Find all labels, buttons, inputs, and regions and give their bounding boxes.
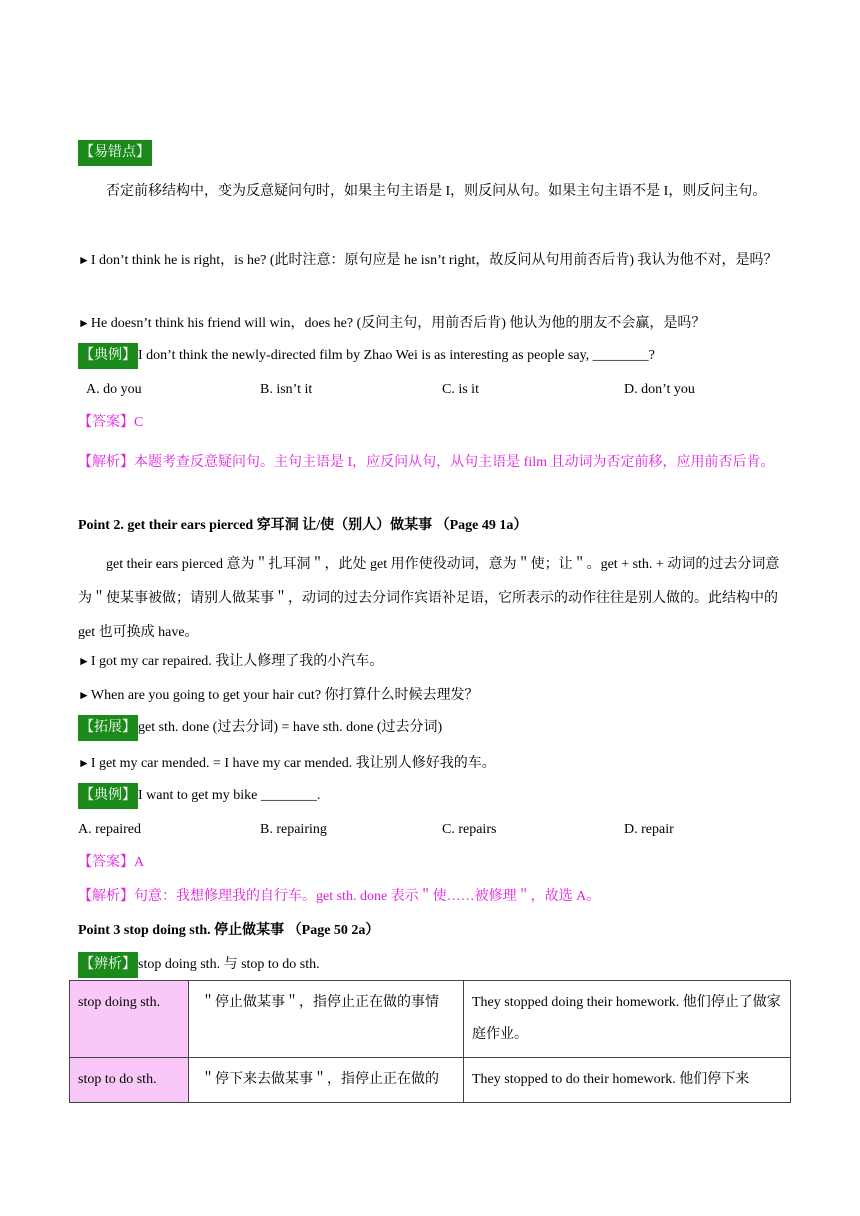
extension-line (78, 715, 790, 741)
example-text: I don’t think he is right，is he? (此时注意：原句应是 he isn’t right，故反问从句用前否后肯) 我认为他不对，是吗？ (90, 253, 778, 268)
option-a: A. repaired (78, 822, 141, 837)
stem-text: I don’t think the newly-directed film by Zhao Wei is as interesting as people say, ________? (138, 348, 655, 363)
analysis-text: 【解析】本题考查反意疑问句。主句主语是 I，应反问从句，从句主语是 film 且动词为否定前移，应用前否后肯。 (78, 455, 775, 470)
section-tag-line (78, 140, 790, 166)
example-line (78, 244, 790, 277)
table-row (70, 1058, 791, 1103)
example-text: He doesn’t think his friend will win，does he? (反问主句，用前否后肯) 他认为他的朋友不会赢，是吗？ (90, 316, 706, 331)
example-line (78, 685, 790, 706)
option-b: B. repairing (260, 822, 327, 837)
bullet-icon: ► (78, 253, 90, 267)
example-text: I get my car mended. = I have my car mended. 我让别人修好我的车。 (90, 756, 496, 771)
example-text: When are you going to get your hair cut? 你打算什么时候去理发？ (90, 688, 479, 703)
bullet-icon: ► (78, 316, 90, 330)
example-text: I got my car repaired. 我让人修理了我的小汽车。 (90, 654, 384, 669)
option-d: D. repair (624, 822, 674, 837)
analysis-text: 【解析】句意：我想修理我的自行车。get sth. done 表示＂使……被修理＂，故选 A。 (78, 889, 601, 904)
tag-example: 【典例】 (78, 343, 138, 369)
example-line (78, 753, 790, 774)
table-cell: stop doing sth. (70, 981, 189, 1058)
option-a: A. do you (86, 382, 142, 397)
comparison-table (69, 980, 791, 1103)
table-cell: They stopped doing their homework. 他们停止了做家庭作业。 (464, 981, 791, 1058)
distinction-text: stop doing sth. 与 stop to do sth. (138, 957, 320, 972)
distinction-line (78, 952, 790, 978)
answer-text: 【答案】A (78, 855, 145, 870)
option-c: C. repairs (442, 822, 497, 837)
question-stem (78, 783, 790, 809)
table-cell: stop to do sth. (70, 1058, 189, 1103)
example-line (78, 313, 790, 334)
bullet-icon: ► (78, 756, 90, 770)
table-row (70, 981, 791, 1058)
bullet-icon: ► (78, 688, 90, 702)
answer-text: 【答案】C (78, 415, 144, 430)
option-c: C. is it (442, 382, 479, 397)
stem-text: I want to get my bike ________. (138, 788, 321, 803)
question-stem (78, 343, 790, 369)
table-cell: ＂停下来去做某事＂，指停止正在做的 (189, 1058, 464, 1103)
table-cell: ＂停止做某事＂，指停止正在做的事情 (189, 981, 464, 1058)
tag-extension: 【拓展】 (78, 715, 138, 741)
tag-example: 【典例】 (78, 783, 138, 809)
point-title: Point 2. get their ears pierced 穿耳洞 让/使（别人）做某事 （Page 49 1a） (78, 518, 528, 533)
table-cell: They stopped to do their homework. 他们停下来 (464, 1058, 791, 1103)
option-b: B. isn’t it (260, 382, 313, 397)
paragraph: get their ears pierced 意为＂扎耳洞＂，此处 get 用作使役动词，意为＂使；让＂。get + sth. + 动词的过去分词意为＂使某事被做；请别人做某事＂，动词的过去分词作宾语补足语，它所表示的动作往往是别人做的。此结构中的 get 也可换成 have。 (78, 557, 780, 640)
point-title: Point 3 stop doing sth. 停止做某事 （Page 50 2a） (78, 923, 380, 938)
tag-distinction: 【辨析】 (78, 952, 138, 978)
option-d: D. don’t you (624, 382, 695, 397)
extension-text: get sth. done (过去分词) = have sth. done (过去分词) (138, 720, 443, 735)
example-line (78, 651, 790, 672)
tag-error-prone: 【易错点】 (78, 140, 152, 166)
paragraph: 否定前移结构中，变为反意疑问句时，如果主句主语是 I，则反问从句。如果主句主语不是 I，则反问主句。 (106, 184, 767, 199)
bullet-icon: ► (78, 654, 90, 668)
